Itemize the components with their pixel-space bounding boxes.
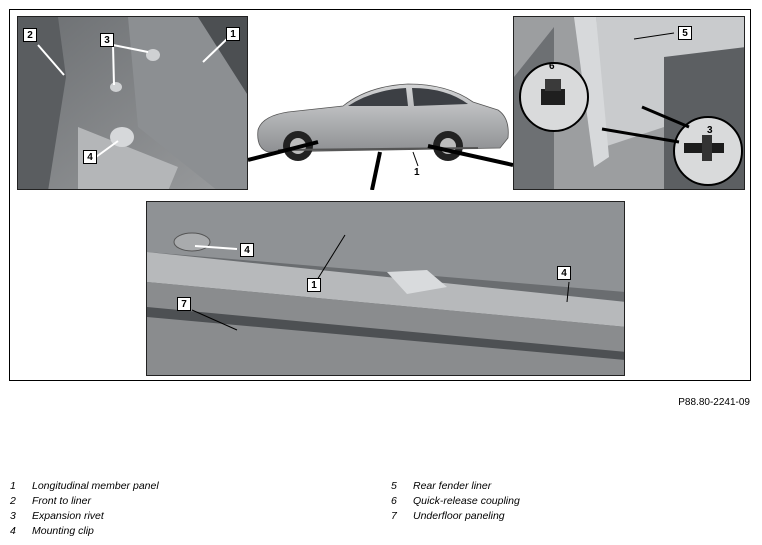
callout-5: 5 bbox=[678, 26, 692, 40]
photo-underbody bbox=[146, 201, 625, 376]
legend-num: 3 bbox=[10, 510, 16, 522]
legend-right bbox=[391, 480, 520, 525]
legend-item bbox=[10, 510, 159, 525]
wheel-arch-illustration bbox=[18, 17, 248, 190]
callout-4-bottom-left: 4 bbox=[240, 243, 254, 257]
legend-item bbox=[10, 495, 159, 510]
callout-3: 3 bbox=[100, 33, 114, 47]
legend-item bbox=[10, 525, 159, 540]
photo-rear-fender-liner bbox=[513, 16, 745, 190]
legend-label: Underfloor paneling bbox=[413, 510, 505, 522]
callout-4-bottom-right: 4 bbox=[557, 266, 571, 280]
legend-num: 2 bbox=[10, 495, 16, 507]
legend-num: 1 bbox=[10, 480, 16, 492]
car-illustration bbox=[248, 70, 513, 190]
legend-left bbox=[10, 480, 159, 540]
legend-num: 6 bbox=[391, 495, 397, 507]
legend-label: Mounting clip bbox=[32, 525, 94, 537]
callout-6: 6 bbox=[549, 61, 555, 72]
legend-num: 4 bbox=[10, 525, 16, 537]
legend-item bbox=[391, 510, 520, 525]
callout-1-bottom: 1 bbox=[307, 278, 321, 292]
callout-2: 2 bbox=[23, 28, 37, 42]
legend-item bbox=[10, 480, 159, 495]
legend-num: 5 bbox=[391, 480, 397, 492]
underbody-illustration bbox=[147, 202, 625, 376]
legend-label: Rear fender liner bbox=[413, 480, 492, 492]
legend-label: Longitudinal member panel bbox=[32, 480, 159, 492]
vehicle-side-view bbox=[248, 70, 513, 190]
legend-num: 7 bbox=[391, 510, 397, 522]
legend-label: Front to liner bbox=[32, 495, 91, 507]
callout-4: 4 bbox=[83, 150, 97, 164]
callout-1-center: 1 bbox=[414, 167, 420, 178]
figure-reference: P88.80-2241-09 bbox=[678, 397, 750, 408]
photo-front-wheel-arch bbox=[17, 16, 248, 190]
callout-7: 7 bbox=[177, 297, 191, 311]
legend-label: Expansion rivet bbox=[32, 510, 104, 522]
rear-fender-illustration bbox=[514, 17, 745, 190]
legend-item bbox=[391, 495, 520, 510]
callout-1: 1 bbox=[226, 27, 240, 41]
callout-3-right: 3 bbox=[707, 125, 713, 136]
legend-item bbox=[391, 480, 520, 495]
legend-label: Quick-release coupling bbox=[413, 495, 520, 507]
